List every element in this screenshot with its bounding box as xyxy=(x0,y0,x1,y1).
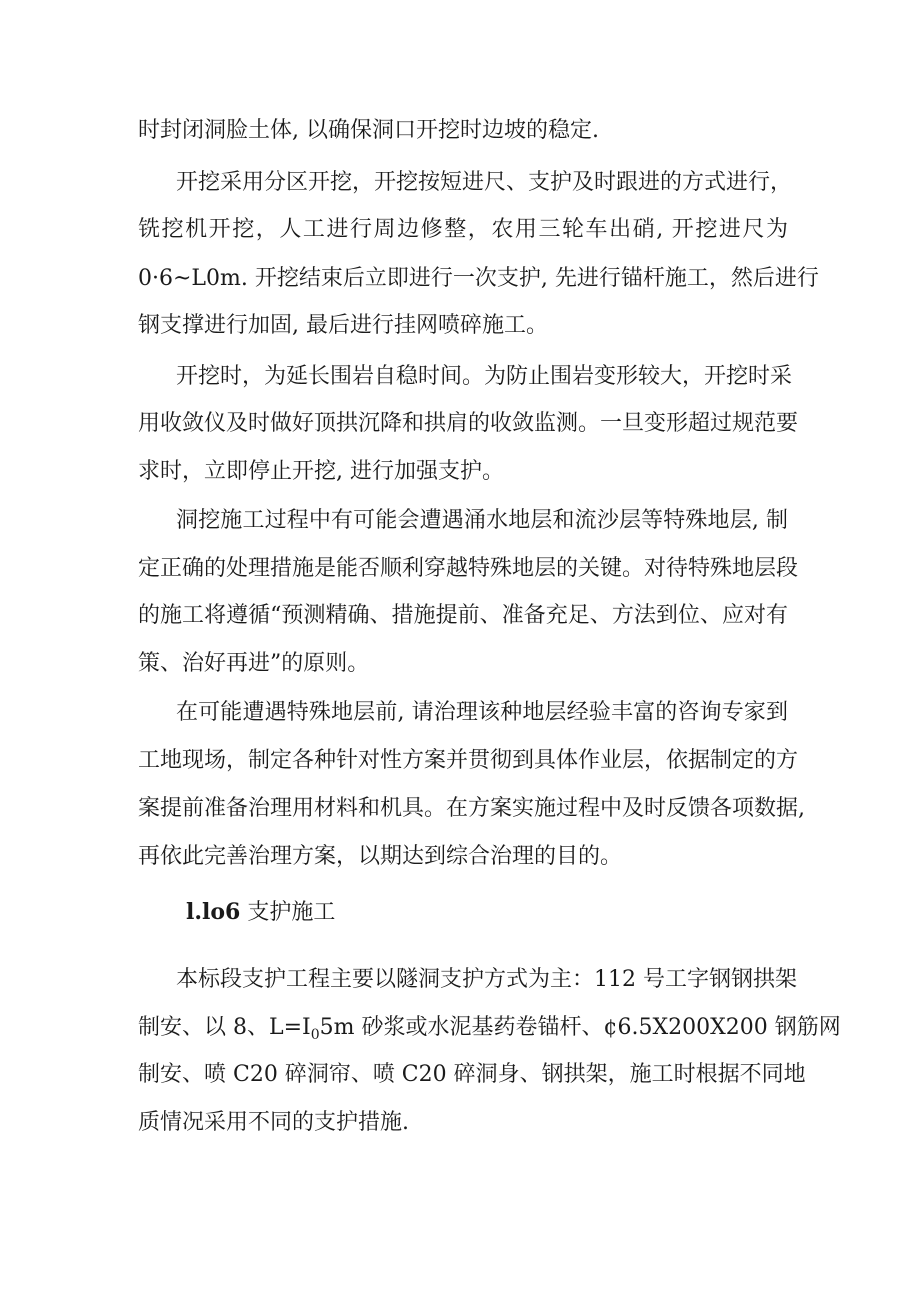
paragraph-4-line-3: 的施工将遵循“预测精确、措施提前、准备充足、方法到位、应对有 xyxy=(138,603,788,628)
paragraph-2-line-3: 0·6~L0m. 开挖结束后立即进行一次支护, 先进行锚杆施工，然后进行 xyxy=(138,266,819,291)
paragraph-6-line-4: 质情况采用不同的支护措施. xyxy=(138,1110,409,1135)
paragraph-1-line-1: 时封闭洞脸土体, 以确保洞口开挖时边坡的稳定. xyxy=(138,118,599,143)
paragraph-4-line-4: 策、治好再进”的原则。 xyxy=(138,651,370,676)
paragraph-6-line-2-after: 5m 砂浆或水泥基药卷锚杆、¢6.5X200X200 钢筋网 xyxy=(319,1015,841,1040)
paragraph-5-line-3: 案提前准备治理用材料和机具。在方案实施过程中及时反馈各项数据, xyxy=(138,796,805,821)
paragraph-5-line-1: 在可能遭遇特殊地层前, 请治理该种地层经验丰富的咨询专家到 xyxy=(176,700,788,725)
paragraph-2-line-2: 铣挖机开挖，人工进行周边修整，农用三轮车出硝, 开挖进尺为 xyxy=(138,217,788,242)
paragraph-5-line-2: 工地现场，制定各种针对性方案并贯彻到具体作业层，依据制定的方 xyxy=(138,748,799,773)
section-title: 支护施工 xyxy=(240,900,336,925)
paragraph-5-line-4: 再依此完善治理方案，以期达到综合治理的目的。 xyxy=(138,844,623,869)
paragraph-6-line-3: 制安、喷 C20 碎洞帘、喷 C20 碎洞身、钢拱架，施工时根据不同地 xyxy=(138,1062,806,1087)
paragraph-2-line-4: 钢支撑进行加固, 最后进行挂网喷碎施工。 xyxy=(138,313,548,338)
subscript-zero: 0 xyxy=(310,1027,320,1043)
paragraph-6-line-2-before: 制安、以 8、L=I xyxy=(138,1015,311,1040)
section-number: l.lo6 xyxy=(186,899,241,925)
paragraph-2-line-1: 开挖采用分区开挖，开挖按短进尺、支护及时跟进的方式进行， xyxy=(176,170,793,195)
section-heading xyxy=(186,897,335,928)
paragraph-3-line-2: 用收敛仪及时做好顶拱沉降和拱肩的收敛监测。一旦变形超过规范要 xyxy=(138,411,799,436)
paragraph-4-line-2: 定正确的处理措施是能否顺利穿越特殊地层的关键。对待特殊地层段 xyxy=(138,556,799,581)
paragraph-3-line-1: 开挖时，为延长围岩自稳时间。为防止围岩变形较大，开挖时采 xyxy=(176,364,793,389)
paragraph-4-line-1: 洞挖施工过程中有可能会遭遇涌水地层和流沙层等特殊地层, 制 xyxy=(176,508,788,533)
paragraph-3-line-3: 求时，立即停止开挖, 进行加强支护。 xyxy=(138,459,504,484)
paragraph-6-line-2 xyxy=(138,1013,841,1043)
paragraph-6-line-1: 本标段支护工程主要以隧洞支护方式为主：112 号工字钢钢拱架 xyxy=(176,967,797,992)
